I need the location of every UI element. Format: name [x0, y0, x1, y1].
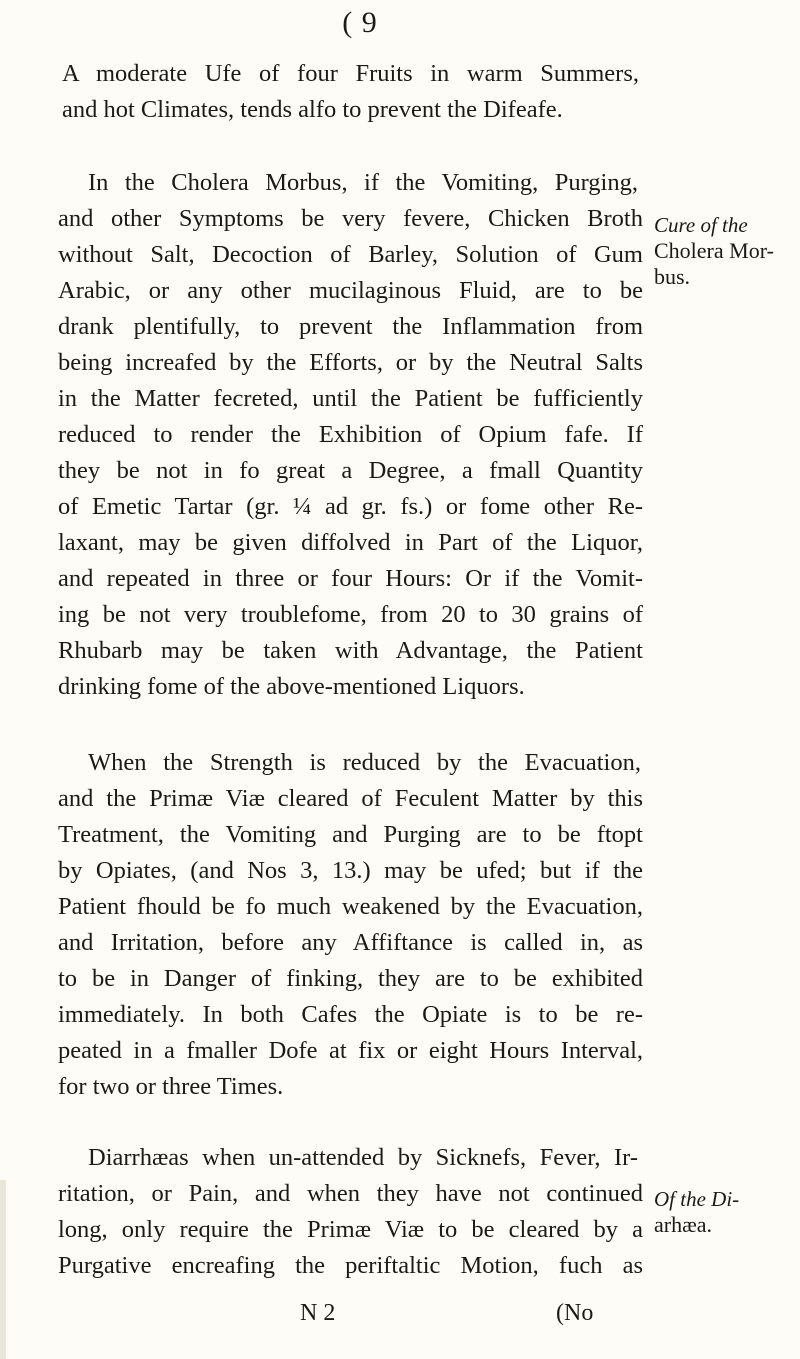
text-line: Arabic, or any other mucilaginous Fluid, are to be: [58, 277, 643, 304]
margin-note-line: arhæa.: [654, 1212, 713, 1237]
margin-note-line: Cholera Mor-: [654, 238, 774, 263]
text-line: and hot Climates, tends alfo to prevent the Difeafe.: [62, 96, 563, 123]
text-line: being increafed by the Efforts, or by the Neutral Salts: [58, 349, 643, 376]
text-line: long, only require the Primæ Viæ to be cleared by a: [58, 1216, 643, 1243]
text-line: In the Cholera Morbus, if the Vomiting, Purging,: [88, 169, 638, 196]
text-line: Purgative encreafing the periftaltic Motion, fuch as: [58, 1252, 643, 1279]
catchword: (No: [556, 1300, 594, 1326]
text-line: When the Strength is reduced by the Evacuation,: [88, 749, 641, 776]
signature-mark: N 2: [300, 1300, 336, 1326]
margin-note-diarrhaea: [654, 1186, 794, 1238]
text-line: of Emetic Tartar (gr. ¼ ad gr. fs.) or fome other Re-: [58, 493, 643, 520]
text-line: without Salt, Decoction of Barley, Solution of Gum: [58, 241, 643, 268]
text-line: Rhubarb may be taken with Advantage, the Patient: [58, 637, 643, 664]
text-line: and Irritation, before any Affiftance is called in, as: [58, 929, 643, 956]
text-line: and repeated in three or four Hours: Or if the Vomit-: [58, 565, 643, 592]
text-line: immediately. In both Cafes the Opiate is to be re-: [58, 1001, 643, 1028]
text-line: drinking fome of the above-mentioned Liquors.: [58, 673, 525, 700]
text-line: Treatment, the Vomiting and Purging are to be ftopt: [58, 821, 643, 848]
text-line: they be not in fo great a Degree, a fmall Quantity: [58, 457, 643, 484]
margin-note-line: Of the Di-: [654, 1187, 740, 1211]
text-line: peated in a fmaller Dofe at fix or eight Hours Interval,: [58, 1037, 643, 1064]
text-line: reduced to render the Exhibition of Opium fafe. If: [58, 421, 643, 448]
text-line: drank plentifully, to prevent the Inflammation from: [58, 313, 643, 340]
text-line: in the Matter fecreted, until the Patient be fufficiently: [58, 385, 643, 412]
page-edge-shadow: [0, 1180, 6, 1359]
margin-note-cholera: [654, 212, 794, 290]
text-line: ing be not very troublefome, from 20 to 30 grains of: [58, 601, 643, 628]
text-line: ritation, or Pain, and when they have not continued: [58, 1180, 643, 1207]
text-line: and the Primæ Viæ cleared of Feculent Matter by this: [58, 785, 643, 812]
text-line: laxant, may be given diffolved in Part of the Liquor,: [58, 529, 643, 556]
margin-note-line: Cure of the: [654, 213, 748, 237]
text-line: A moderate Ufe of four Fruits in warm Summers,: [62, 60, 639, 87]
text-line: Patient fhould be fo much weakened by the Evacuation,: [58, 893, 643, 920]
page-number: ( 9: [342, 6, 378, 39]
margin-note-line: bus.: [654, 264, 691, 289]
text-line: by Opiates, (and Nos 3, 13.) may be ufed; but if the: [58, 857, 643, 884]
text-line: and other Symptoms be very fevere, Chicken Broth: [58, 205, 643, 232]
text-line: for two or three Times.: [58, 1073, 284, 1100]
text-line: to be in Danger of finking, they are to be exhibited: [58, 965, 643, 992]
text-line: Diarrhæas when un-attended by Sicknefs, Fever, Ir-: [88, 1144, 638, 1171]
